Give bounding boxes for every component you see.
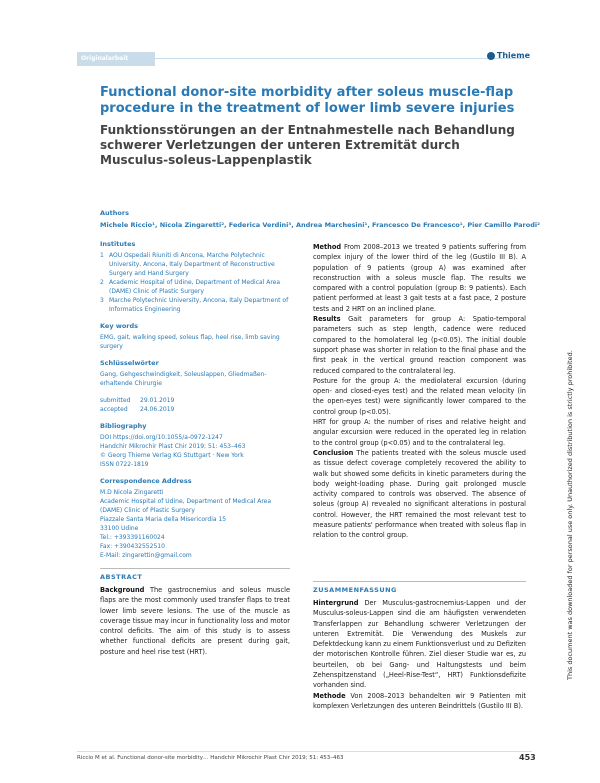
publisher-name: Thieme	[496, 51, 530, 60]
dates	[100, 396, 290, 414]
right-column	[313, 242, 526, 541]
abstract-method: Method From 2008–2013 we treated 9 patients suffering from complex injury of the lower third of the leg (Gustilo III B). A population of 9 patients (group A) was examined after reconstruction with a soleus muscle flap. The results we compared with a control population (group B: 9 patients). Each patient performed at least 3 gait tests at a fast pace, 2 posture tests and 2 HRT on an inclined plane.	[313, 243, 526, 313]
copyright: © Georg Thieme Verlag KG Stuttgart · New York	[100, 452, 244, 459]
issn: ISSN 0722-1819	[100, 461, 149, 468]
institutes-section	[100, 240, 290, 314]
schlusselworter-label: Schlüsselwörter	[100, 359, 159, 367]
institute-item: 3 Marche Polytechnic University, Ancona, Italy Department of Informatics Engineering	[100, 297, 289, 313]
abstract-results: Results Gait parameters for group A: Spatio-temporal parameters such as step length, cadence were reduced compared to the homolateral leg (p<0.05). The initial double support phase was shorter in relation to the final phase and the first peak in the vertical ground reaction component was reduced compared to the contralateral leg.	[313, 315, 526, 375]
footer-rule	[77, 751, 532, 752]
citation: Handchir Mikrochir Plast Chir 2019; 51: 453–463	[100, 443, 246, 450]
keywords-section	[100, 322, 290, 351]
zusammenfassung-heading: ZUSAMMENFASSUNG	[313, 586, 397, 594]
correspondence-line: (DAME) Clinic of Plastic Surgery	[100, 507, 195, 514]
institute-item: 2 Academic Hospital of Udine, Department of Medical Area (DAME) Clinic of Plastic Surgery	[100, 279, 281, 295]
correspondence-fax: Fax: +390432552510	[100, 543, 165, 550]
submitted-label: submitted	[100, 397, 131, 404]
submitted-date: 29.01.2019	[140, 397, 175, 404]
zusammenfassung-methode: Methode Von 2008–2013 behandelten wir 9 Patienten mit komplexen Verletzungen des unteren Beindrittels (Gustilo III B).	[313, 691, 526, 710]
schlusselworter-section	[100, 359, 290, 388]
correspondence-email[interactable]: E-Mail: zingarettin@gmail.com	[100, 552, 192, 559]
bibliography-label: Bibliography	[100, 422, 147, 430]
accepted-label: accepted	[100, 406, 128, 413]
doi-link[interactable]: DOI https://doi.org/10.1055/a-0972-1247	[100, 434, 223, 441]
header-rule	[155, 58, 525, 59]
bibliography-section	[100, 422, 290, 469]
keywords: EMG, gait, walking speed, soleus flap, heel rise, limb saving surgery	[100, 334, 280, 350]
zusammenfassung-rule	[313, 581, 526, 582]
left-column	[100, 240, 290, 657]
zusammenfassung-hintergrund: Hintergrund Der Musculus-gastrocnemius-Lappen und der Musculus-soleus-Lappen sind die am häufigsten verwendeten Transferlappen zur Behandlung schwerer Verletzungen der unteren Extremität. Die Verwendung des Muskels zur Defektdeckung kann zu einem Funktionsverlust und zu Defiziten der motorischen Kontrolle führen. Ziel dieser Studie war es, zu beurteilen, ob bei Gang- und Haltungstests und beim Zehenspitzenstand („Heel-Rise-Test“, HRT) Funktionsdefizite vorhanden sind.	[313, 599, 526, 690]
correspondence-section	[100, 477, 290, 560]
publisher-logo	[487, 51, 530, 60]
keywords-label: Key words	[100, 322, 139, 330]
correspondence-line: Academic Hospital of Udine, Department of Medical Area	[100, 498, 272, 505]
side-note: This document was downloaded for personal use only. Unauthorized distribution is strictly prohibited.	[566, 350, 574, 680]
page-number: 453	[519, 753, 536, 762]
authors-list: Michele Riccio¹, Nicola Zingaretti², Federica Verdini³, Andrea Marchesini¹, Francesco De Francesco¹, Pier Camillo Parodi²	[100, 221, 540, 229]
abstract-background: Background The gastrocnemius and soleus muscle flaps are the most commonly used transfer flaps to treat lower limb severe lesions. The use of the muscle as coverage tissue may incur in functionality loss and motor control deficits. The aim of this study is to assess whether functional deficits are present during gait, posture and heel rise test (HRT).	[100, 586, 290, 656]
correspondence-line: 33100 Udine	[100, 525, 139, 532]
zusammenfassung	[313, 575, 526, 711]
abstract-rule	[100, 568, 290, 569]
abstract-posture: Posture for the group A: the mediolateral excursion (during open- and closed-eyes test) and the related mean velocity (in the open-eyes test) were significantly lower compared to the control group (p<0.05).	[313, 376, 526, 416]
abstract-heading: ABSTRACT	[100, 573, 143, 581]
correspondence-label: Correspondence Address	[100, 477, 192, 485]
section-tag: Originalarbeit	[77, 52, 155, 66]
abstract-hrt: HRT for group A: the number of rises and relative height and angular excursion were reduced in the operated leg in relation to the control group (p<0.05) and to the contralateral leg.	[313, 418, 526, 447]
thieme-logo-icon	[487, 52, 495, 60]
institutes-label: Institutes	[100, 240, 136, 248]
accepted-date: 24.06.2019	[140, 406, 175, 413]
correspondence-line: M.D Nicola Zingaretti	[100, 489, 164, 496]
institute-item: 1 AOU Ospedali Riuniti di Ancona, Marche Polytechnic University, Ancona, Italy Department of Reconstructive Surgery and Hand Surgery	[100, 252, 275, 277]
footer-citation: Riccio M et al. Functional donor-site morbidity… Handchir Mikrochir Plast Chir 2019; 51: 453–463	[77, 755, 344, 761]
title-english: Functional donor-site morbidity after soleus muscle-flap procedure in the treatment of lower limb severe injuries	[100, 85, 515, 116]
authors-label: Authors	[100, 209, 129, 217]
abstract-conclusion: Conclusion The patients treated with the soleus muscle used as tissue defect coverage completely recovered the ability to walk but showed some deficits in kinetic parameters during the body weight-loading phase. During gait prolonged muscle activity compared to controls was observed. The absence of soleus (group A) revealed no significant alterations in postural control. However, the HRT remained the most relevant test to measure patients' performance when treated with soleus flap in relation to the control group.	[313, 448, 526, 540]
schlusselworter: Gang, Gehgeschwindigkeit, Soleuslappen, Gliedmaßen-erhaltende Chirurgie	[100, 371, 267, 387]
correspondence-line: Piazzale Santa Maria della Misericordia 15	[100, 516, 227, 523]
title-german: Funktionsstörungen an der Entnahmestelle nach Behandlung schwerer Verletzungen der unteren Extremität durch Musculus-soleus-Lappenplastik	[100, 123, 515, 167]
correspondence-phone: Tel.: +393391160024	[100, 534, 165, 541]
